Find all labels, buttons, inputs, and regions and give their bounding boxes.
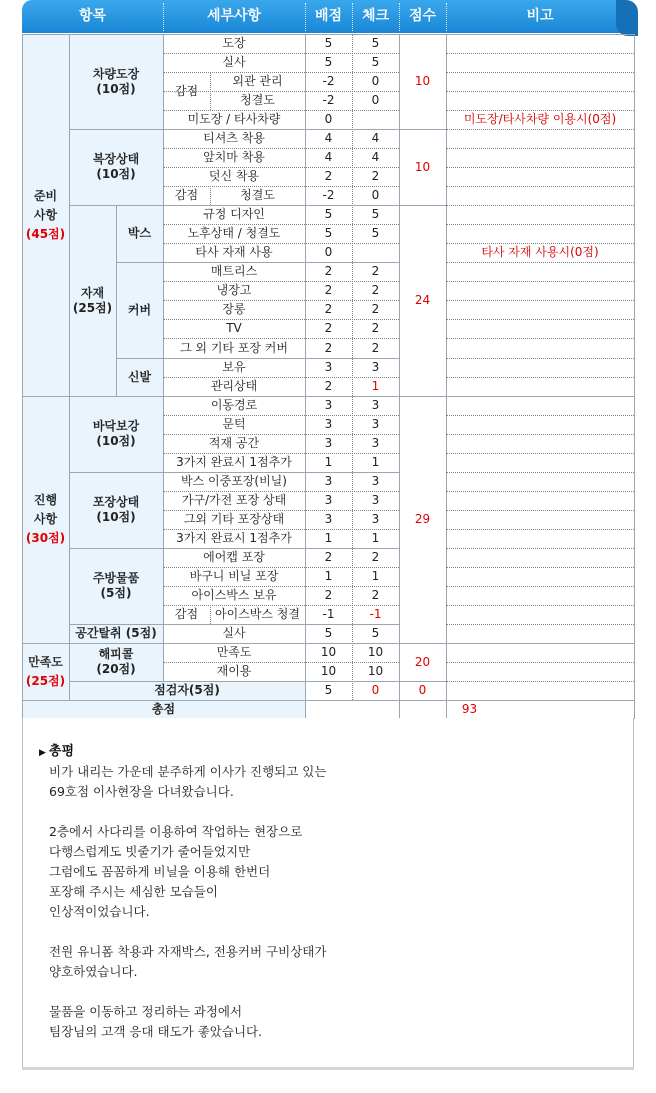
check-value	[352, 110, 399, 129]
grid-line	[163, 53, 399, 54]
packing-item: 그외 기타 포장상태	[183, 512, 285, 526]
grid-line	[163, 72, 399, 73]
group-floor: 바닥보강 (10점)	[69, 396, 163, 472]
check-value: 2	[371, 264, 380, 278]
table-left-border	[22, 34, 23, 719]
packing-item: 가구/가전 포장 상태	[181, 493, 287, 507]
max-value: -2	[322, 93, 335, 107]
max-value: 3	[324, 512, 333, 526]
max-value: 1	[324, 569, 333, 583]
grid-line	[210, 186, 211, 205]
grid-line	[446, 243, 634, 244]
grid-line	[446, 91, 634, 92]
vehicle-item: 청결도	[240, 93, 275, 107]
max-value: -2	[322, 74, 335, 88]
group-packing: 포장상태 (10점)	[69, 472, 163, 548]
grid-line	[446, 167, 634, 168]
grid-line	[446, 148, 634, 149]
grid-line	[163, 377, 399, 378]
group-material: 자재 (25점)	[69, 205, 116, 396]
header-divider	[399, 3, 400, 31]
grid-line	[163, 319, 399, 320]
check-value: 4	[371, 131, 380, 145]
max-value: 1	[324, 455, 333, 469]
grid-line	[163, 148, 399, 149]
note-cell	[446, 186, 634, 205]
category-satisfaction-points: (25점)	[25, 673, 66, 688]
check-value: 2	[371, 340, 380, 355]
floor-item: 3가지 완료시 1점추가	[176, 455, 292, 469]
check-value: 2	[371, 302, 380, 316]
vehicle-item: 도장	[222, 36, 246, 50]
note-cell	[446, 510, 634, 529]
header-note: 비고	[526, 8, 554, 24]
check-value: -1	[369, 607, 382, 621]
cover-item: TV	[226, 321, 242, 335]
group-kitchen: 주방물품 (5점)	[69, 548, 163, 624]
max-value: 5	[324, 683, 333, 697]
grid-line	[446, 434, 634, 435]
category-progress-points: (30점)	[25, 531, 66, 545]
group-uniform: 복장상태 (10점)	[69, 129, 163, 205]
note-cell	[446, 453, 634, 472]
header-item: 항목	[78, 8, 107, 24]
check-value: 3	[371, 512, 380, 526]
grid-line	[163, 224, 399, 225]
check-value: 3	[371, 360, 380, 374]
grid-line	[163, 529, 399, 530]
summary-line: 2층에서 사다리를 이용하여 작업하는 현장으로	[49, 824, 303, 839]
kitchen-item: 에어캡 포장	[203, 550, 265, 564]
check-value: 2	[371, 588, 380, 602]
note-cell	[446, 434, 634, 453]
note-cell	[446, 586, 634, 605]
grid-line	[446, 415, 634, 416]
max-value: 5	[324, 36, 333, 50]
grid-line	[446, 338, 634, 339]
grid-line	[446, 129, 634, 130]
note-cell	[446, 167, 634, 186]
max-value: 2	[324, 169, 333, 183]
max-value: 4	[324, 131, 333, 145]
score-vehicle: 10	[414, 74, 431, 88]
summary-line: 포장해 주시는 세심한 모습들이	[49, 884, 218, 899]
grid-line	[22, 643, 634, 644]
grid-line	[163, 281, 399, 282]
category-progress	[22, 396, 69, 643]
grid-line	[116, 262, 399, 263]
check-value: 1	[371, 379, 380, 393]
note-cell	[446, 415, 634, 434]
box-item: 규정 디자인	[203, 207, 265, 221]
note-cell	[446, 472, 634, 491]
grid-line	[446, 53, 634, 54]
check-value: 5	[371, 226, 380, 240]
max-value: 2	[324, 264, 333, 278]
grid-line	[210, 605, 211, 624]
max-value: 5	[324, 55, 333, 69]
deduct-label: 감점	[174, 83, 199, 98]
grid-line	[163, 91, 399, 92]
grid-line	[163, 510, 399, 511]
check-value: 2	[371, 283, 380, 297]
total-value: 93	[461, 702, 478, 716]
panel-bottom-edge	[22, 1067, 634, 1070]
summary-line: 다행스럽게도 빗줄기가 줄어들었지만	[49, 844, 251, 859]
max-value: 3	[324, 493, 333, 507]
vehicle-item: 외관 관리	[232, 74, 283, 88]
note-cell	[446, 319, 634, 338]
note-cell	[446, 396, 634, 415]
uniform-item: 덧신 착용	[208, 169, 260, 183]
check-value: 5	[371, 36, 380, 50]
uniform-item: 청결도	[240, 188, 275, 202]
header-score: 점수	[408, 8, 437, 24]
grid-line	[116, 358, 399, 359]
check-value: 2	[371, 550, 380, 564]
happycall-item: 재이용	[216, 664, 252, 678]
grid-line	[446, 681, 634, 682]
category-prep-points: (45점)	[25, 226, 66, 241]
cover-item: 그 외 기타 포장 커버	[180, 340, 288, 355]
max-value: 2	[324, 340, 333, 355]
grid-line	[22, 396, 634, 397]
max-value: 5	[324, 226, 333, 240]
floor-item: 문턱	[222, 417, 246, 431]
summary-line: 비가 내리는 가운데 분주하게 이사가 진행되고 있는	[49, 764, 327, 779]
note-cell	[446, 224, 634, 243]
note-cell	[446, 605, 634, 624]
grid-line	[446, 224, 634, 225]
note-cell	[446, 567, 634, 586]
box-item: 노후상태 / 청결도	[187, 226, 281, 240]
max-value: 0	[324, 112, 333, 126]
category-progress-label: 진행 사항	[33, 493, 58, 526]
header-divider	[305, 3, 306, 31]
grid-line	[446, 624, 634, 625]
max-value: 10	[320, 645, 337, 659]
cover-item: 냉장고	[216, 283, 252, 297]
max-value: 3	[324, 474, 333, 488]
summary-line: 양호하였습니다.	[49, 964, 138, 979]
max-value: 10	[320, 664, 337, 678]
grid-line	[399, 681, 446, 682]
grid-line	[399, 34, 400, 719]
note-cell	[446, 662, 634, 681]
max-value: 5	[324, 207, 333, 221]
check-value: 2	[371, 321, 380, 335]
grid-line	[446, 205, 634, 206]
category-satisfaction	[22, 643, 69, 700]
max-value: 0	[324, 245, 333, 259]
kitchen-item: 아이스박스 청결	[215, 607, 300, 621]
check-value: 2	[371, 169, 380, 183]
header-detail: 세부사항	[206, 8, 262, 24]
grid-line	[163, 110, 399, 111]
group-vehicle: 차량도장 (10점)	[69, 34, 163, 129]
check-value: 5	[371, 55, 380, 69]
max-value: 4	[324, 150, 333, 164]
check-value: 0	[371, 93, 380, 107]
category-prep-label: 준비 사항	[33, 188, 58, 222]
note-cell	[446, 205, 634, 224]
uniform-item: 티셔츠 착용	[203, 131, 265, 145]
note-cell	[446, 53, 634, 72]
check-value: 5	[371, 626, 380, 640]
uniform-item: 앞치마 착용	[203, 150, 265, 164]
vehicle-item: 미도장 / 타사차량	[187, 112, 281, 126]
check-value: 0	[371, 683, 380, 697]
grid-line	[446, 472, 634, 473]
note-cell	[446, 548, 634, 567]
max-value: 2	[324, 283, 333, 297]
check-value: 3	[371, 436, 380, 450]
summary-line: 전원 유니폼 착용과 자재박스, 전용커버 구비상태가	[49, 944, 327, 959]
note-cell	[446, 129, 634, 148]
grid-line	[163, 662, 399, 663]
box-item: 타사 자재 사용	[195, 245, 273, 259]
shoes-item: 관리상태	[210, 379, 258, 393]
max-value: 3	[324, 360, 333, 374]
summary-line: 인상적이었습니다.	[49, 904, 150, 919]
group-happycall: 해피콜 (20점)	[69, 643, 163, 681]
group-space: 공간탈취 (5점)	[69, 624, 163, 643]
grid-line	[69, 205, 399, 206]
max-value: 2	[324, 302, 333, 316]
grid-line	[446, 319, 634, 320]
summary-line: 팀장님의 고객 응대 태도가 좋았습니다.	[49, 1024, 263, 1039]
vehicle-item: 실사	[222, 55, 246, 69]
check-value	[352, 243, 399, 262]
packing-item: 박스 이중포장(비닐)	[181, 474, 287, 488]
check-value: 3	[371, 474, 380, 488]
grid-line	[163, 567, 399, 568]
grid-line	[399, 129, 446, 130]
category-prep	[22, 34, 69, 396]
floor-item: 이동경로	[210, 398, 258, 412]
grid-line	[446, 491, 634, 492]
table-right-border	[634, 34, 635, 719]
grid-line	[446, 567, 634, 568]
grid-line	[116, 205, 117, 396]
grid-line	[446, 605, 634, 606]
group-inspector: 점검자(5점)	[69, 681, 305, 700]
header-max: 배점	[314, 8, 343, 24]
grid-line	[163, 453, 399, 454]
grid-line	[446, 281, 634, 282]
max-value: 2	[324, 550, 333, 564]
header-divider	[163, 3, 164, 31]
grid-line	[163, 300, 399, 301]
note-cell	[446, 338, 634, 358]
grid-line	[446, 377, 634, 378]
score-progress: 29	[414, 512, 431, 526]
note-cell	[446, 377, 634, 396]
note-cell	[446, 681, 634, 700]
summary-panel	[22, 718, 634, 1068]
score-value: 0	[418, 683, 427, 697]
note-cell	[446, 624, 634, 643]
check-value: 4	[371, 150, 380, 164]
group-shoes: 신발	[116, 358, 163, 396]
check-value: 3	[371, 493, 380, 507]
group-box: 박스	[116, 205, 163, 262]
deduct-label: 감점	[174, 188, 199, 202]
grid-line	[163, 186, 399, 187]
total-label: 총점	[22, 700, 305, 719]
note-cell	[446, 358, 634, 377]
grid-line	[163, 491, 399, 492]
category-satisfaction-label: 만족도	[28, 654, 63, 669]
grid-line	[446, 262, 634, 263]
grid-line	[69, 34, 70, 700]
grid-line	[446, 662, 634, 663]
grid-line	[446, 358, 634, 359]
packing-item: 3가지 완료시 1점추가	[176, 531, 292, 545]
grid-line	[22, 700, 634, 701]
score-material: 24	[414, 293, 431, 307]
cover-item: 장롱	[222, 302, 246, 316]
max-value: 5	[324, 626, 333, 640]
note-cell: 타사 자재 사용시(0점)	[481, 245, 599, 259]
grid-line	[399, 205, 446, 206]
space-item: 실사	[222, 626, 246, 640]
summary-line: 물품을 이동하고 정리하는 과정에서	[49, 1004, 243, 1019]
grid-line	[163, 338, 399, 339]
grid-line	[163, 605, 399, 606]
check-value: 5	[371, 207, 380, 221]
max-value: -2	[322, 188, 335, 202]
score-uniform: 10	[414, 159, 431, 174]
grid-line	[446, 453, 634, 454]
floor-item: 적재 공간	[208, 436, 260, 450]
note-cell	[446, 148, 634, 167]
summary-line: 69호점 이사현장을 다녀왔습니다.	[49, 784, 234, 799]
note-cell	[446, 281, 634, 300]
summary-line: 그럼에도 꼼꼼하게 비닐을 이용해 한번더	[49, 864, 271, 879]
grid-line	[163, 434, 399, 435]
note-cell: 미도장/타사차량 이용시(0점)	[463, 112, 617, 126]
kitchen-item: 바구니 비닐 포장	[189, 569, 279, 583]
grid-line	[446, 300, 634, 301]
note-cell	[446, 262, 634, 281]
grid-line	[305, 700, 306, 719]
header-divider	[352, 3, 353, 31]
grid-line	[163, 586, 399, 587]
max-value: 2	[324, 379, 333, 393]
grid-line	[69, 681, 399, 682]
check-value: 0	[371, 188, 380, 202]
check-value: 1	[371, 531, 380, 545]
check-value: 3	[371, 398, 380, 412]
table-top-border	[22, 34, 634, 35]
max-value: 2	[324, 588, 333, 602]
header-divider	[446, 3, 447, 31]
happycall-item: 만족도	[216, 645, 252, 659]
grid-line	[446, 72, 634, 73]
cover-item: 매트리스	[210, 264, 258, 278]
summary-title-text: 총평	[48, 744, 75, 759]
kitchen-item: 아이스박스 보유	[191, 588, 277, 602]
grid-line	[446, 548, 634, 549]
grid-line	[446, 186, 634, 187]
grid-line	[69, 548, 399, 549]
check-value: 1	[371, 455, 380, 469]
check-value: 10	[367, 664, 384, 678]
max-value: 3	[324, 417, 333, 431]
grid-line	[69, 624, 399, 625]
grid-line	[69, 129, 399, 130]
grid-line	[163, 243, 399, 244]
max-value: 1	[324, 531, 333, 545]
grid-line	[446, 586, 634, 587]
header-check: 체크	[361, 8, 390, 24]
note-cell	[446, 529, 634, 548]
score-satisfaction: 20	[414, 654, 431, 669]
check-value: 10	[367, 645, 384, 659]
check-value: 0	[371, 74, 380, 88]
note-cell	[446, 643, 634, 662]
grid-line	[69, 472, 399, 473]
max-value: 2	[324, 321, 333, 335]
grid-line	[352, 34, 353, 700]
max-value: 3	[324, 436, 333, 450]
note-cell	[446, 300, 634, 319]
shoes-item: 보유	[222, 360, 246, 374]
grid-line	[163, 167, 399, 168]
grid-line	[446, 529, 634, 530]
grid-line	[446, 510, 634, 511]
group-cover: 커버	[116, 262, 163, 358]
note-cell	[446, 91, 634, 110]
grid-line	[446, 110, 634, 111]
max-value: -1	[322, 607, 335, 621]
triangle-bullet-icon: ▶	[39, 748, 46, 758]
summary-title	[39, 740, 74, 759]
check-value: 1	[371, 569, 380, 583]
max-value: 3	[324, 398, 333, 412]
note-cell	[446, 491, 634, 510]
grid-line	[163, 415, 399, 416]
note-cell	[446, 34, 634, 53]
note-cell	[446, 72, 634, 91]
check-value: 3	[371, 417, 380, 431]
deduct-label: 감점	[174, 607, 199, 621]
